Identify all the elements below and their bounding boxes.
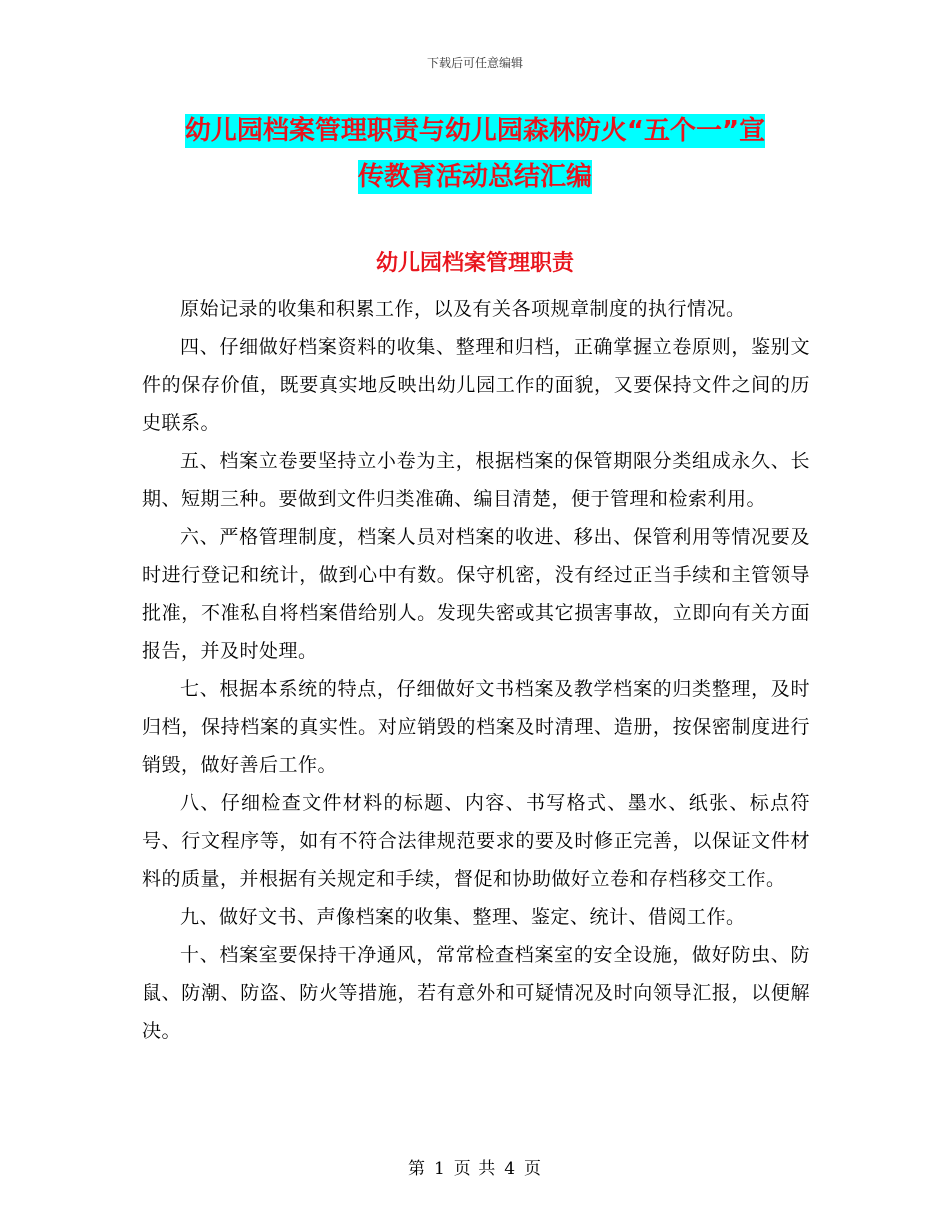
paragraph: 四、仔细做好档案资料的收集、整理和归档，正确掌握立卷原则，鉴别文件的保存价值，既要真实地反映出幼儿园工作的面貌，又要保持文件之间的历史联系。 <box>142 336 810 434</box>
page-footer <box>0 1154 950 1179</box>
paragraph: 九、做好文书、声像档案的收集、整理、鉴定、统计、借阅工作。 <box>180 906 746 928</box>
footer-page-number: 1 <box>433 1159 446 1179</box>
paragraph: 十、档案室要保持干净通风，常常检查档案室的安全设施，做好防虫、防鼠、防潮、防盗、防火等措施，若有意外和可疑情况及时向领导汇报，以便解决。 <box>142 944 810 1042</box>
paragraph: 五、档案立卷要坚持立小卷为主，根据档案的保管期限分类组成永久、长期、短期三种。要做到文件归类准确、编目清楚，便于管理和检索利用。 <box>142 450 810 510</box>
document-body <box>142 290 810 1050</box>
title-line-2: 传教育活动总结汇编 <box>357 162 592 192</box>
title-line-1: 幼儿园档案管理职责与幼儿园森林防火“五个一”宣 <box>184 116 766 146</box>
paragraph: 原始记录的收集和积累工作，以及有关各项规章制度的执行情况。 <box>180 298 746 320</box>
footer-mid: 页 共 <box>453 1159 497 1179</box>
header-note: 下载后可任意编辑 <box>426 56 523 70</box>
footer-prefix: 第 <box>407 1159 426 1179</box>
section-title: 幼儿园档案管理职责 <box>375 251 574 276</box>
document-title <box>100 108 850 200</box>
paragraph: 六、严格管理制度，档案人员对档案的收进、移出、保管利用等情况要及时进行登记和统计，做到心中有数。保守机密，没有经过正当手续和主管领导批准，不准私自将档案借给别人。发现失密或其它损害事故，立即向有关方面报告，并及时处理。 <box>142 526 810 662</box>
paragraph: 八、仔细检查文件材料的标题、内容、书写格式、墨水、纸张、标点符号、行文程序等，如有不符合法律规范要求的要及时修正完善，以保证文件材料的质量，并根据有关规定和手续，督促和协助做好立卷和存档移交工作。 <box>142 792 810 890</box>
paragraph: 七、根据本系统的特点，仔细做好文书档案及教学档案的归类整理，及时归档，保持档案的真实性。对应销毁的档案及时清理、造册，按保密制度进行销毁，做好善后工作。 <box>142 678 810 776</box>
footer-total-pages: 4 <box>504 1159 517 1179</box>
footer-suffix: 页 <box>524 1159 543 1179</box>
